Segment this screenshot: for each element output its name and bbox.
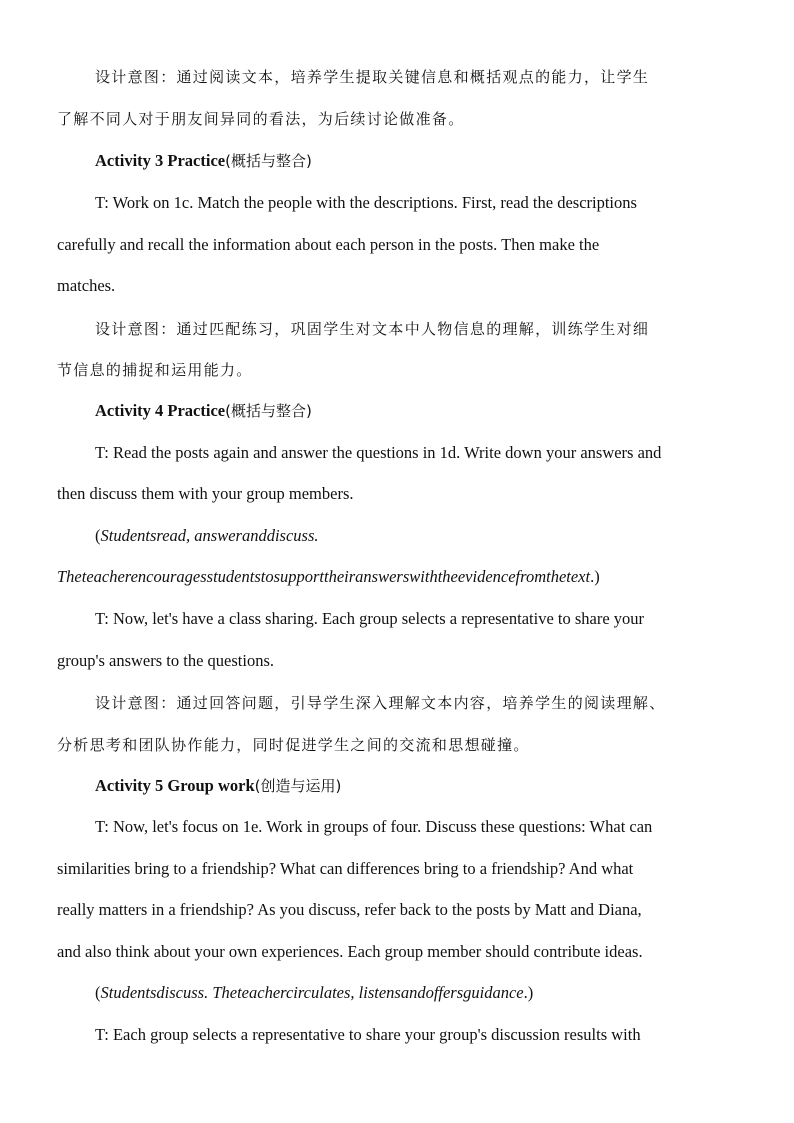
activity-3-instruction-line-3: matches.	[57, 276, 116, 295]
design-intent-paragraph-2-line-1: 设计意图：通过匹配练习，巩固学生对文本中人物信息的理解，训练学生对细	[95, 320, 650, 338]
activity-4-heading	[95, 400, 312, 422]
stage-direction-close-paren: .)	[590, 567, 600, 586]
activity-4-stage-direction-line-2	[57, 566, 600, 588]
activity-4-instruction-line-1: T: Read the posts again and answer the questions in 1d. Write down your answers and	[95, 443, 662, 462]
stage-direction-text: Studentsread, answeranddiscuss.	[100, 526, 319, 545]
activity-4-stage-direction-line-1	[95, 525, 319, 547]
design-intent-paragraph-1-line-2: 了解不同人对于朋友间异同的看法，为后续讨论做准备。	[57, 110, 465, 128]
activity-5-heading	[95, 775, 341, 797]
stage-direction-close-paren: .)	[523, 983, 534, 1002]
activity-5-title: Activity 5 Group work	[95, 776, 255, 795]
activity-3-category: (概括与整合)	[225, 152, 312, 170]
activity-5-sharing-line-1: T: Each group selects a representative to share your group's discussion results with	[95, 1025, 641, 1044]
activity-5-stage-direction	[95, 982, 533, 1004]
activity-5-instruction-line-3: really matters in a friendship? As you discuss, refer back to the posts by Matt and Diana,	[57, 900, 642, 919]
stage-direction-text: Theteacherencouragesstudentstosupporttheiranswerswiththeevidencefromthetext	[57, 567, 591, 586]
stage-direction-open-paren: (	[95, 526, 101, 545]
activity-4-category: (概括与整合)	[225, 402, 312, 420]
stage-direction-open-paren: (	[95, 983, 101, 1002]
stage-direction-text: Studentsdiscuss. Theteachercirculates, listensandoffersguidance	[100, 983, 524, 1002]
activity-3-instruction-line-1: T: Work on 1c. Match the people with the descriptions. First, read the descriptions	[95, 193, 637, 212]
design-intent-paragraph-1-line-1: 设计意图：通过阅读文本，培养学生提取关键信息和概括观点的能力，让学生	[95, 68, 650, 86]
activity-4-instruction-line-2: then discuss them with your group members.	[57, 484, 354, 503]
activity-3-title: Activity 3 Practice	[95, 151, 226, 170]
design-intent-paragraph-2-line-2: 节信息的捕捉和运用能力。	[57, 361, 253, 379]
activity-5-instruction-line-4: and also think about your own experiences. Each group member should contribute ideas.	[57, 942, 643, 961]
design-intent-paragraph-3-line-1: 设计意图：通过回答问题，引导学生深入理解文本内容，培养学生的阅读理解、	[95, 694, 666, 712]
activity-4-title: Activity 4 Practice	[95, 401, 226, 420]
activity-5-category: (创造与运用)	[254, 777, 342, 795]
activity-3-instruction-line-2: carefully and recall the information about each person in the posts. Then make the	[57, 235, 600, 254]
design-intent-paragraph-3-line-2: 分析思考和团队协作能力，同时促进学生之间的交流和思想碰撞。	[57, 736, 530, 754]
class-sharing-line-2: group's answers to the questions.	[57, 651, 274, 670]
activity-3-heading	[95, 150, 312, 172]
activity-5-instruction-line-1: T: Now, let's focus on 1e. Work in groups of four. Discuss these questions: What can	[95, 817, 653, 836]
activity-5-instruction-line-2: similarities bring to a friendship? What can differences bring to a friendship? And what	[57, 859, 634, 878]
class-sharing-line-1: T: Now, let's have a class sharing. Each group selects a representative to share your	[95, 609, 645, 628]
